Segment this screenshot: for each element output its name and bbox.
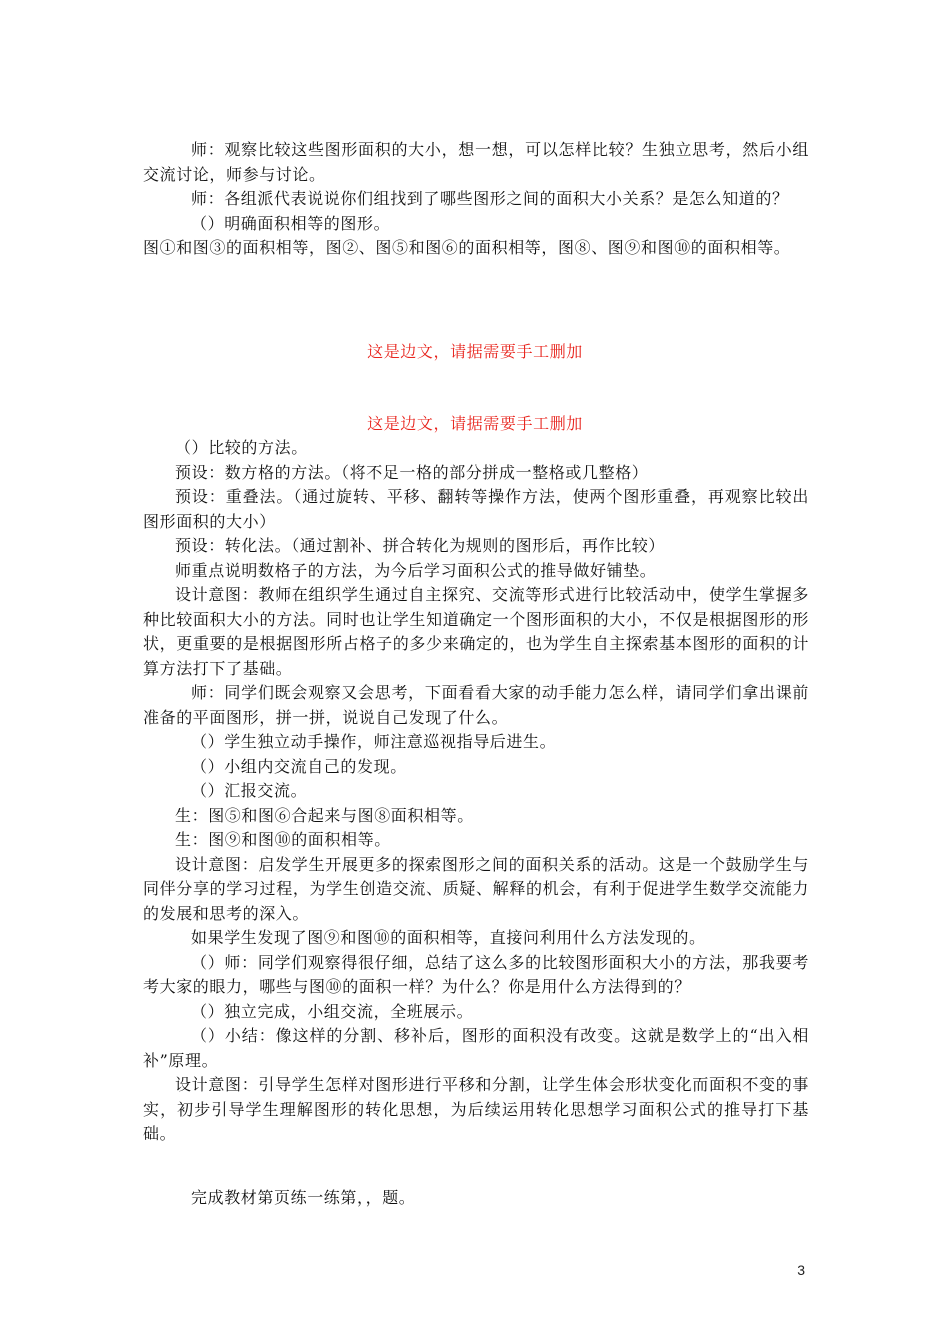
paragraph: （）小组内交流自己的发现。 <box>191 756 407 776</box>
paragraph: 师：同学们既会观察又会思考，下面看看大家的动手能力怎么样，请同学们拿出课前准备的平面图形，拼一拼，说说自己发现了什么。 <box>143 683 809 727</box>
paragraph: （）独立完成，小组交流，全班展示。 <box>191 1001 474 1021</box>
paragraph-block-main <box>143 436 809 1147</box>
paragraph: 生：图⑤和图⑥合起来与图⑧面积相等。 <box>175 805 474 825</box>
side-note: 这是边文，请据需要手工删加 <box>367 342 583 361</box>
paragraph: （）师：同学们观察得很仔细，总结了这么多的比较图形面积大小的方法，那我要考考大家的眼力，哪些与图⑩的面积一样？为什么？你是用什么方法得到的？ <box>143 952 809 996</box>
paragraph: （）学生独立动手操作，师注意巡视指导后进生。 <box>191 732 557 751</box>
page-number: 3 <box>797 1262 805 1278</box>
paragraph: 预设：数方格的方法。（将不足一格的部分拼成一整格或几整格） <box>175 462 649 482</box>
paragraph-block-top <box>143 138 809 261</box>
paragraph: 设计意图：引导学生怎样对图形进行平移和分割，让学生体会形状变化而面积不变的事实，初步引导学生理解图形的转化思想，为后续运用转化思想学习面积公式的推导打下基础。 <box>143 1075 809 1143</box>
side-note: 这是边文，请据需要手工删加 <box>367 414 583 433</box>
paragraph: 师：各组派代表说说你们组找到了哪些图形之间的面积大小关系？是怎么知道的？ <box>191 189 789 208</box>
paragraph: 如果学生发现了图⑨和图⑩的面积相等，直接问利用什么方法发现的。 <box>191 928 706 947</box>
paragraph: （）小结：像这样的分割、移补后，图形的面积没有改变。这就是数学上的“出入相补”原理。 <box>143 1026 809 1070</box>
paragraph: （）明确面积相等的图形。 <box>191 213 391 233</box>
paragraph: 师：观察比较这些图形面积的大小，想一想，可以怎样比较？生独立思考，然后小组交流讨论，师参与讨论。 <box>143 140 809 184</box>
paragraph: 预设：重叠法。（通过旋转、平移、翻转等操作方法，使两个图形重叠，再观察比较出图形面积的大小） <box>143 487 809 531</box>
exercise-line: 完成教材第页练一练第，，题。 <box>191 1188 416 1207</box>
paragraph: 预设：转化法。（通过割补、拼合转化为规则的图形后，再作比较） <box>175 536 666 555</box>
paragraph: （）汇报交流。 <box>191 781 308 800</box>
paragraph: 图①和图③的面积相等，图②、图⑤和图⑥的面积相等，图⑧、图⑨和图⑩的面积相等。 <box>143 238 791 257</box>
paragraph: （）比较的方法。 <box>175 438 308 457</box>
paragraph: 师重点说明数格子的方法，为今后学习面积公式的推导做好铺垫。 <box>175 560 657 580</box>
exercise-block <box>143 1186 809 1211</box>
paragraph: 设计意图：启发学生开展更多的探索图形之间的面积关系的活动。这是一个鼓励学生与同伴分享的学习过程，为学生创造交流、质疑、解释的机会，有利于促进学生数学交流能力的发展和思考的深入。 <box>143 854 809 923</box>
paragraph: 生：图⑨和图⑩的面积相等。 <box>175 830 391 849</box>
paragraph: 设计意图：教师在组织学生通过自主探究、交流等形式进行比较活动中，使学生掌握多种比较面积大小的方法。同时也让学生知道确定一个图形面积的大小，不仅是根据图形的形状，更重要的是根据图形所占格子的多少来确定的，也为学生自主探索基本图形的面积的计算方法打下了基础。 <box>143 585 809 678</box>
